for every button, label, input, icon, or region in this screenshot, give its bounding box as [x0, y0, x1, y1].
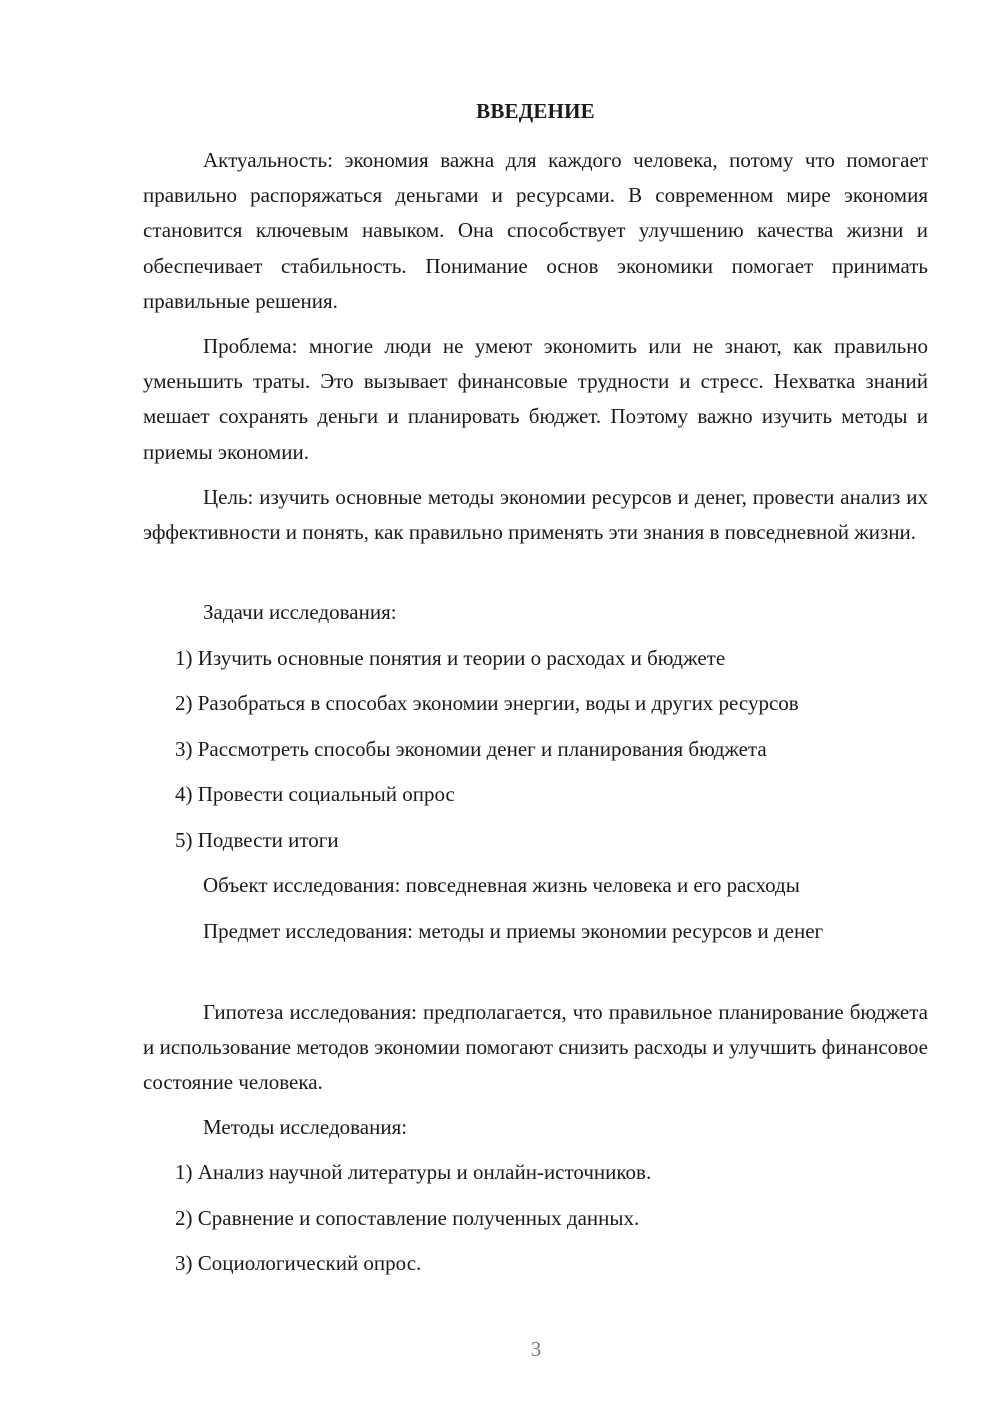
research-object: Объект исследования: повседневная жизнь человека и его расходы	[203, 873, 800, 897]
method-item: 3) Социологический опрос.	[175, 1251, 422, 1275]
paragraph-goal: Цель: изучить основные методы экономии ресурсов и денег, провести анализ их эффективности и понять, как правильно применять эти знания в повседневной жизни.	[143, 485, 928, 545]
task-item: 2) Разобраться в способах экономии энергии, воды и других ресурсов	[175, 691, 799, 715]
page-number: 3	[530, 1337, 542, 1361]
methods-heading: Методы исследования:	[203, 1115, 408, 1139]
task-item: 5) Подвести итоги	[175, 828, 339, 852]
tasks-heading: Задачи исследования:	[203, 600, 397, 624]
research-subject: Предмет исследования: методы и приемы экономии ресурсов и денег	[203, 919, 824, 943]
task-item: 4) Провести социальный опрос	[175, 782, 455, 806]
paragraph-problem: Проблема: многие люди не умеют экономить или не знают, как правильно уменьшить траты. Это вызывает финансовые трудности и стресс. Нехватка знаний мешает сохранять деньги и планировать бюджет. Поэтому важно изучить методы и приемы экономии.	[143, 334, 928, 464]
method-item: 1) Анализ научной литературы и онлайн-источников.	[175, 1160, 652, 1184]
paragraph-relevance: Актуальность: экономия важна для каждого человека, потому что помогает правильно распоряжаться деньгами и ресурсами. В современном мире экономия становится ключевым навыком. Она способствует улучшению качества жизни и обеспечивает стабильность. Понимание основ экономики помогает принимать правильные решения.	[143, 148, 928, 313]
task-item: 3) Рассмотреть способы экономии денег и планирования бюджета	[175, 737, 767, 761]
research-hypothesis: Гипотеза исследования: предполагается, что правильное планирование бюджета и использование методов экономии помогают снизить расходы и улучшить финансовое состояние человека.	[143, 1000, 928, 1095]
task-item: 1) Изучить основные понятия и теории о расходах и бюджете	[175, 646, 726, 670]
method-item: 2) Сравнение и сопоставление полученных данных.	[175, 1206, 640, 1230]
section-title: ВВЕДЕНИЕ	[476, 99, 595, 123]
